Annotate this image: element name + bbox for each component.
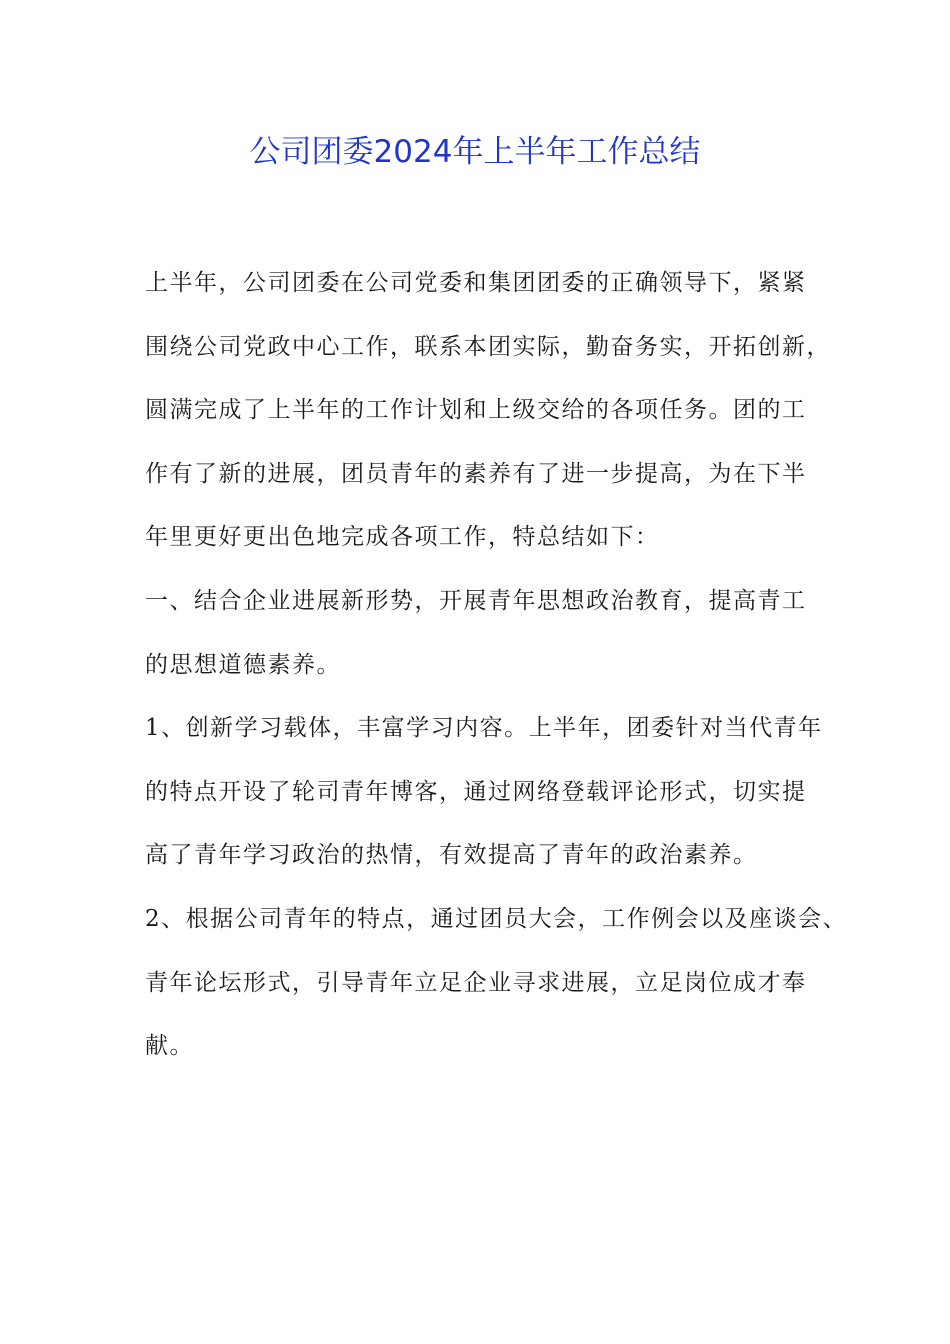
section-heading-line: 的思想道德素养。 [145,651,341,678]
body-line: 上半年，公司团委在公司党委和集团团委的正确领导下，紧紧 [145,270,807,296]
body-line: 青年论坛形式，引导青年立足企业寻求进展，立足岗位成才奉 [145,969,807,996]
body-line: 献。 [145,1033,194,1060]
document-title: 公司团委2024年上半年工作总结 [249,134,701,170]
body-line: 圆满完成了上半年的工作计划和上级交给的各项任务。团的工 [145,397,807,424]
body-line: 1、创新学习载体，丰富学习内容。上半年，团委针对当代青年 [145,715,823,742]
body-line: 的特点开设了轮司青年博客，通过网络登载评论形式，切实提 [145,778,807,805]
document-body [145,259,848,1086]
body-line: 2、根据公司青年的特点，通过团员大会，工作例会以及座谈会、 [145,905,848,932]
body-line: 年里更好更出色地完成各项工作，特总结如下： [145,524,660,551]
body-line: 高了青年学习政治的热情，有效提高了青年的政治素养。 [145,842,758,869]
section-heading-line: 一、结合企业进展新形势，开展青年思想政治教育，提高青工 [145,587,807,614]
body-line: 作有了新的进展，团员青年的素养有了进一步提高，为在下半 [145,460,807,487]
body-line: 围绕公司党政中心工作，联系本团实际，勤奋务实，开拓创新， [145,333,831,360]
